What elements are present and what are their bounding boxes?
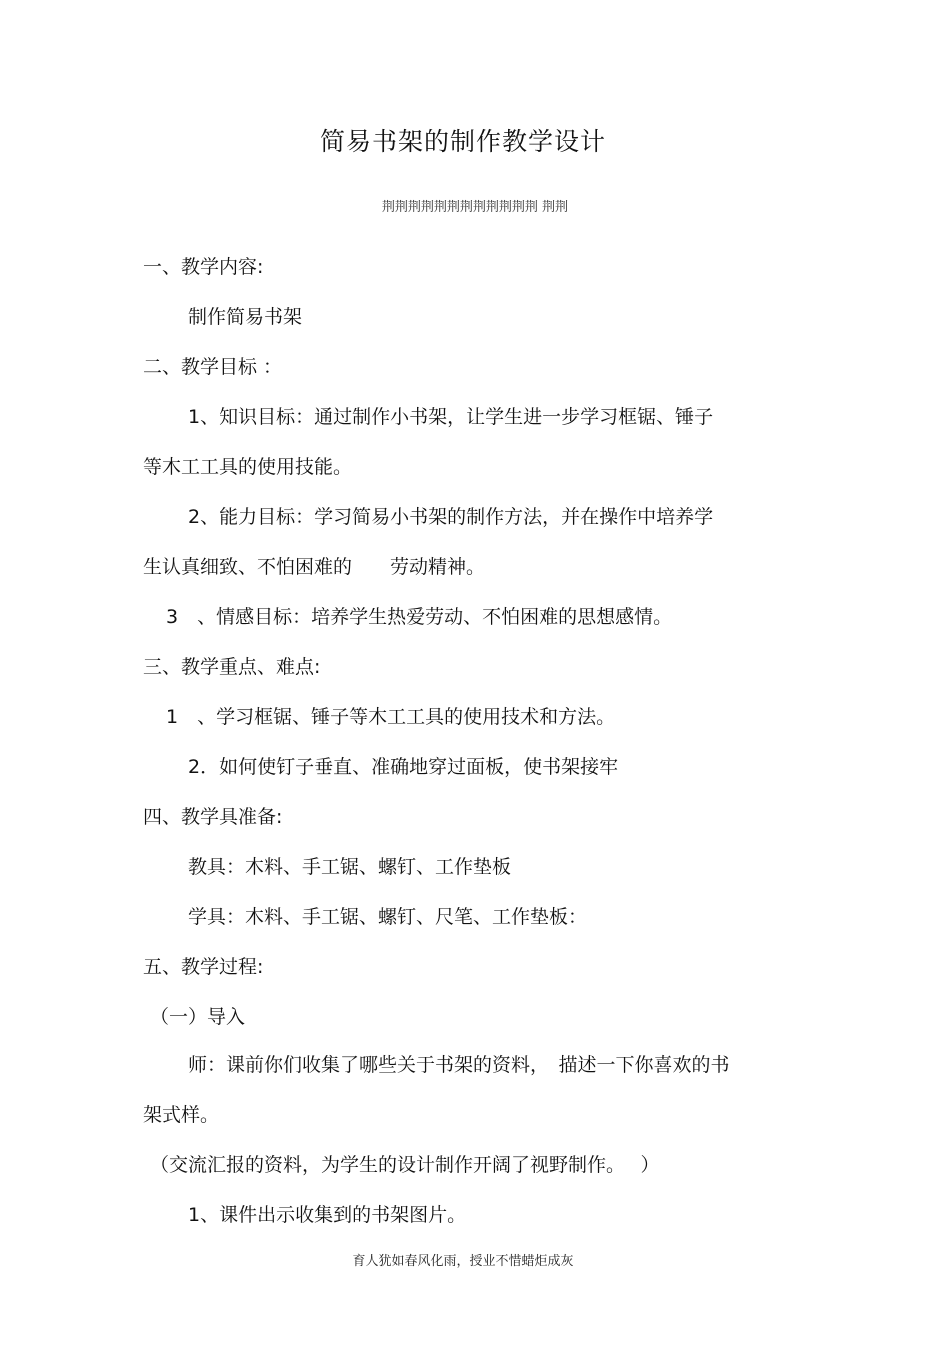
- courseware-step: 1、课件出示收集到的书架图片。: [188, 1204, 467, 1226]
- section-heading-materials: 四、教学具准备:: [143, 806, 283, 828]
- document-title: 简易书架的制作教学设计: [319, 127, 606, 156]
- goal-knowledge-cont: 等木工工具的使用技能。: [143, 456, 353, 478]
- goal-knowledge: 1、知识目标：通过制作小书架，让学生进一步学习框锯、锤子: [188, 406, 714, 428]
- teacher-materials: 教具：木料、手工锯、螺钉、工作垫板: [188, 856, 512, 878]
- keypoint-2: 2．如何使钉子垂直、准确地穿过面板，使书架接牢: [188, 756, 619, 778]
- process-intro-heading: （一）导入: [150, 1006, 246, 1028]
- page-footer: 育人犹如春风化雨，授业不惜蜡炬成灰: [352, 1254, 574, 1269]
- exchange-note: （交流汇报的资料，为学生的设计制作开阔了视野制作。 ）: [150, 1154, 660, 1176]
- section-heading-goals: 二、教学目标 ：: [143, 356, 283, 378]
- student-materials: 学具：木料、手工锯、螺钉、尺笔、工作垫板：: [188, 906, 588, 928]
- teacher-question: 师：课前你们收集了哪些关于书架的资料， 描述一下你喜欢的书: [188, 1054, 730, 1076]
- section-heading-keypoints: 三、教学重点、难点:: [143, 656, 321, 678]
- teacher-question-cont: 架式样。: [143, 1104, 220, 1126]
- goal-ability: 2、能力目标：学习简易小书架的制作方法，并在操作中培养学: [188, 506, 714, 528]
- keypoint-1: 1 、学习框锯、锤子等木工工具的使用技术和方法。: [166, 706, 616, 728]
- section-heading-process: 五、教学过程:: [143, 956, 264, 978]
- content-text: 制作简易书架: [188, 306, 303, 328]
- goal-emotion: 3 、情感目标：培养学生热爱劳动、不怕困难的思想感情。: [166, 606, 673, 628]
- section-heading-content: 一、教学内容:: [143, 256, 264, 278]
- document-subtitle: 荆荆荆荆荆荆荆荆荆荆荆荆 荆荆: [381, 200, 569, 215]
- goal-ability-cont: 生认真细致、不怕困难的 劳动精神。: [143, 556, 486, 578]
